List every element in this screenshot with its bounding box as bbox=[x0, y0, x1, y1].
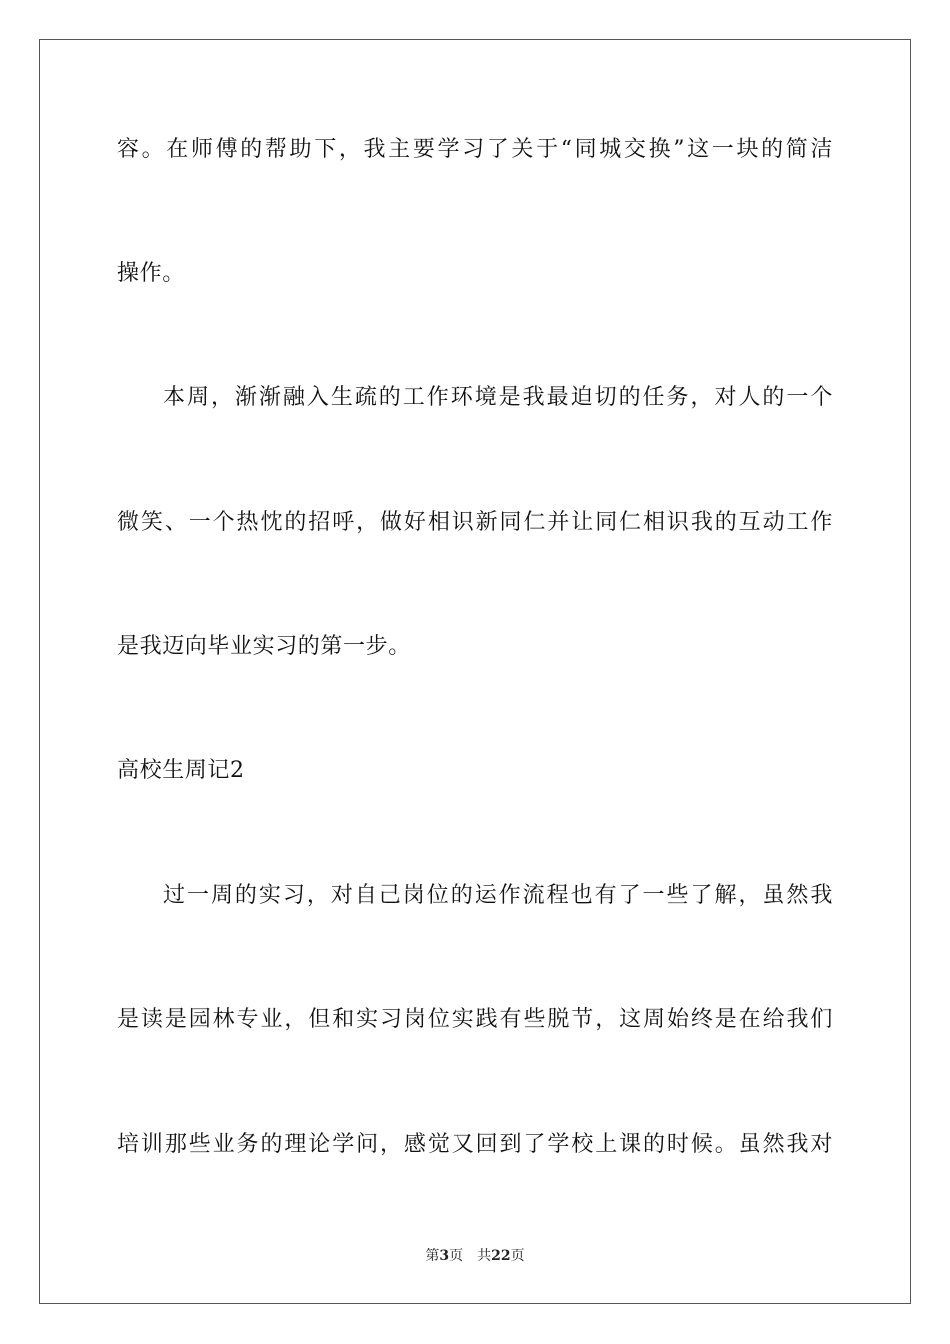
footer-mid: 页 共 bbox=[449, 1248, 492, 1264]
section-heading: 高校生周记2 bbox=[117, 758, 245, 783]
paragraph-line-2: 操作。 bbox=[117, 261, 185, 286]
paragraph-line-4: 微笑、一个热忱的招呼，做好相识新同仁并让同仁相识我的互动工作 bbox=[117, 510, 833, 535]
current-page-number: 3 bbox=[439, 1248, 450, 1264]
paragraph-line-5: 是我迈向毕业实习的第一步。 bbox=[117, 634, 411, 659]
page-footer bbox=[0, 1247, 950, 1265]
page-border bbox=[39, 39, 911, 1304]
paragraph-line-3: 本周，渐渐融入生疏的工作环境是我最迫切的任务，对人的一个 bbox=[163, 385, 833, 410]
paragraph-line-1: 容。在师傅的帮助下，我主要学习了关于“同城交换”这一块的简洁 bbox=[117, 137, 833, 162]
paragraph-line-6: 过一周的实习，对自己岗位的运作流程也有了一些了解，虽然我 bbox=[163, 883, 833, 908]
total-page-number: 22 bbox=[491, 1248, 511, 1264]
footer-suffix: 页 bbox=[510, 1248, 525, 1264]
footer-prefix: 第 bbox=[425, 1248, 440, 1264]
paragraph-line-7: 是读是园林专业，但和实习岗位实践有些脱节，这周始终是在给我们 bbox=[117, 1007, 833, 1032]
paragraph-line-8: 培训那些业务的理论学问，感觉又回到了学校上课的时候。虽然我对 bbox=[117, 1132, 833, 1157]
